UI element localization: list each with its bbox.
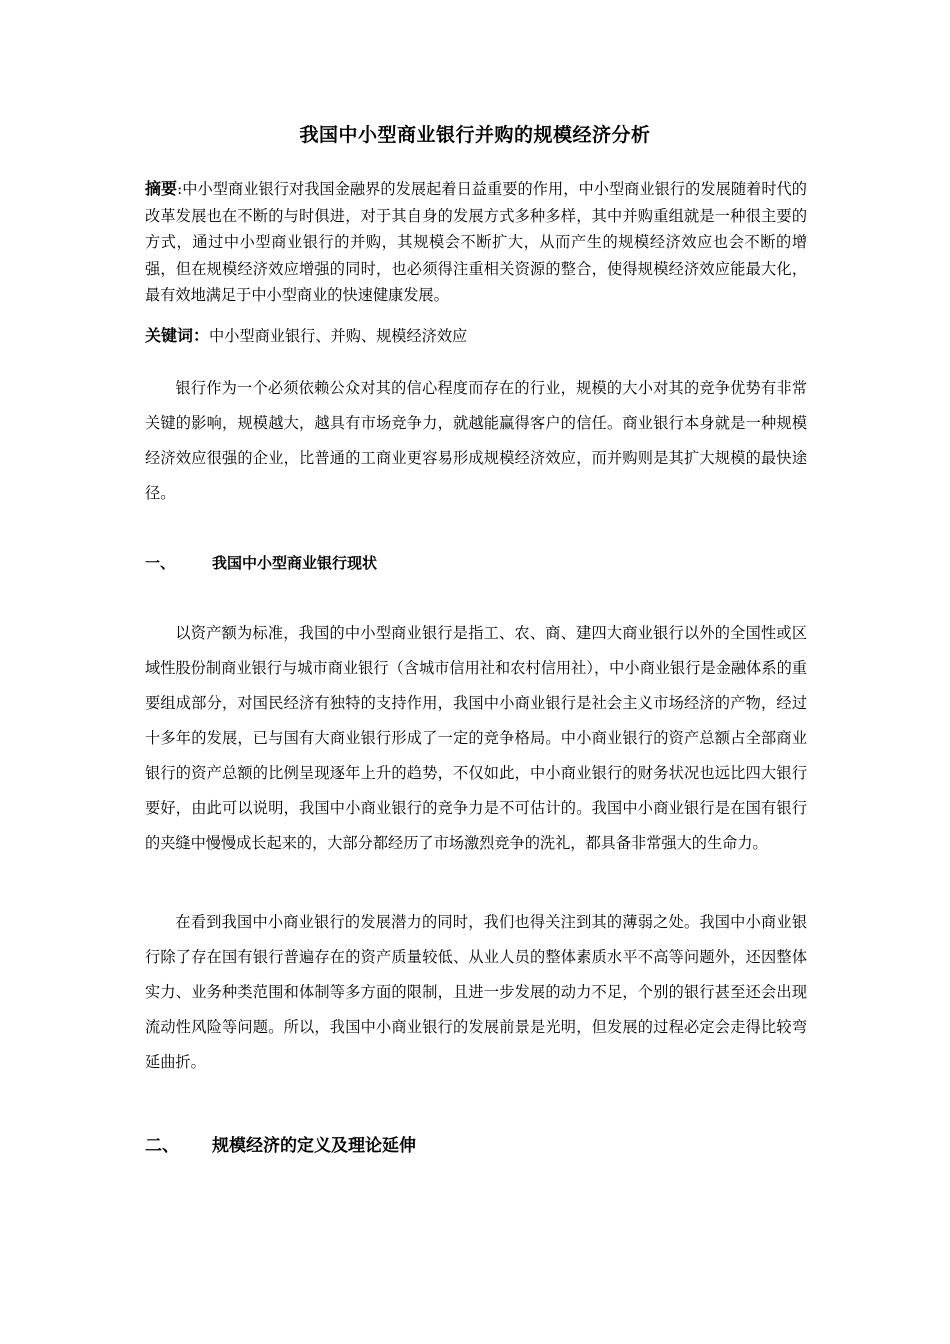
keywords-block (145, 323, 807, 349)
section-1-number: 一、 (145, 554, 176, 572)
section-1-heading (145, 552, 807, 573)
section-1-paragraph-1: 以资产额为标准，我国的中小型商业银行是指工、农、商、建四大商业银行以外的全国性或区域性股份制商业银行与城市商业银行（含城市信用社和农村信用社），中小商业银行是金融体系的重要组成部分，对国民经济有独特的支持作用，我国中小商业银行是社会主义市场经济的产物，经过十多年的发展，已与国有大商业银行形成了一定的竞争格局。中小商业银行的资产总额占全部商业银行的资产总额的比例呈现逐年上升的趋势，不仅如此，中小商业银行的财务状况也远比四大银行要好，由此可以说明，我国中小商业银行的竞争力是不可估计的。我国中小商业银行是在国有银行的夹缝中慢慢成长起来的，大部分都经历了市场激烈竞争的洗礼，都具备非常强大的生命力。 (145, 624, 807, 852)
section-1-title: 我国中小型商业银行现状 (212, 554, 378, 572)
section-2-heading (145, 1131, 807, 1156)
section-2-title: 规模经济的定义及理论延伸 (212, 1136, 416, 1156)
keywords-text: 中小型商业银行、并购、规模经济效应 (209, 327, 468, 345)
abstract-separator: : (177, 180, 183, 198)
keywords-label: 关键词： (145, 326, 210, 345)
abstract-label: 摘要 (145, 179, 178, 198)
document-title: 我国中小型商业银行并购的规模经济分析 (299, 124, 651, 146)
abstract-block (145, 176, 807, 309)
intro-paragraph: 银行作为一个必须依赖公众对其的信心程度而存在的行业，规模的大小对其的竞争优势有非常关键的影响，规模越大，越具有市场竞争力，就越能赢得客户的信任。商业银行本身就是一种规模经济效应很强的企业，比普通的工商业更容易形成规模经济效应，而并购则是其扩大规模的最快途径。 (145, 379, 807, 502)
section-1-paragraph-2: 在看到我国中小商业银行的发展潜力的同时，我们也得关注到其的薄弱之处。我国中小商业银行除了存在国有银行普遍存在的资产质量较低、从业人员的整体素质水平不高等问题外，还因整体实力、业务种类范围和体制等多方面的限制，且进一步发展的动力不足，个别的银行甚至还会出现流动性风险等问题。所以，我国中小商业银行的发展前景是光明，但发展的过程必定会走得比较弯延曲折。 (145, 913, 807, 1071)
abstract-text: 中小型商业银行对我国金融界的发展起着日益重要的作用，中小型商业银行的发展随着时代的改革发展也在不断的与时俱进，对于其自身的发展方式多种多样，其中并购重组就是一种很主要的方式，通过中小型商业银行的并购，其规模会不断扩大，从而产生的规模经济效应也会不断的增强，但在规模经济效应增强的同时，也必须得注重相关资源的整合，使得规模经济效应能最大化，最有效地满足于中小型商业的快速健康发展。 (145, 180, 807, 304)
section-2-number: 二、 (145, 1136, 179, 1156)
